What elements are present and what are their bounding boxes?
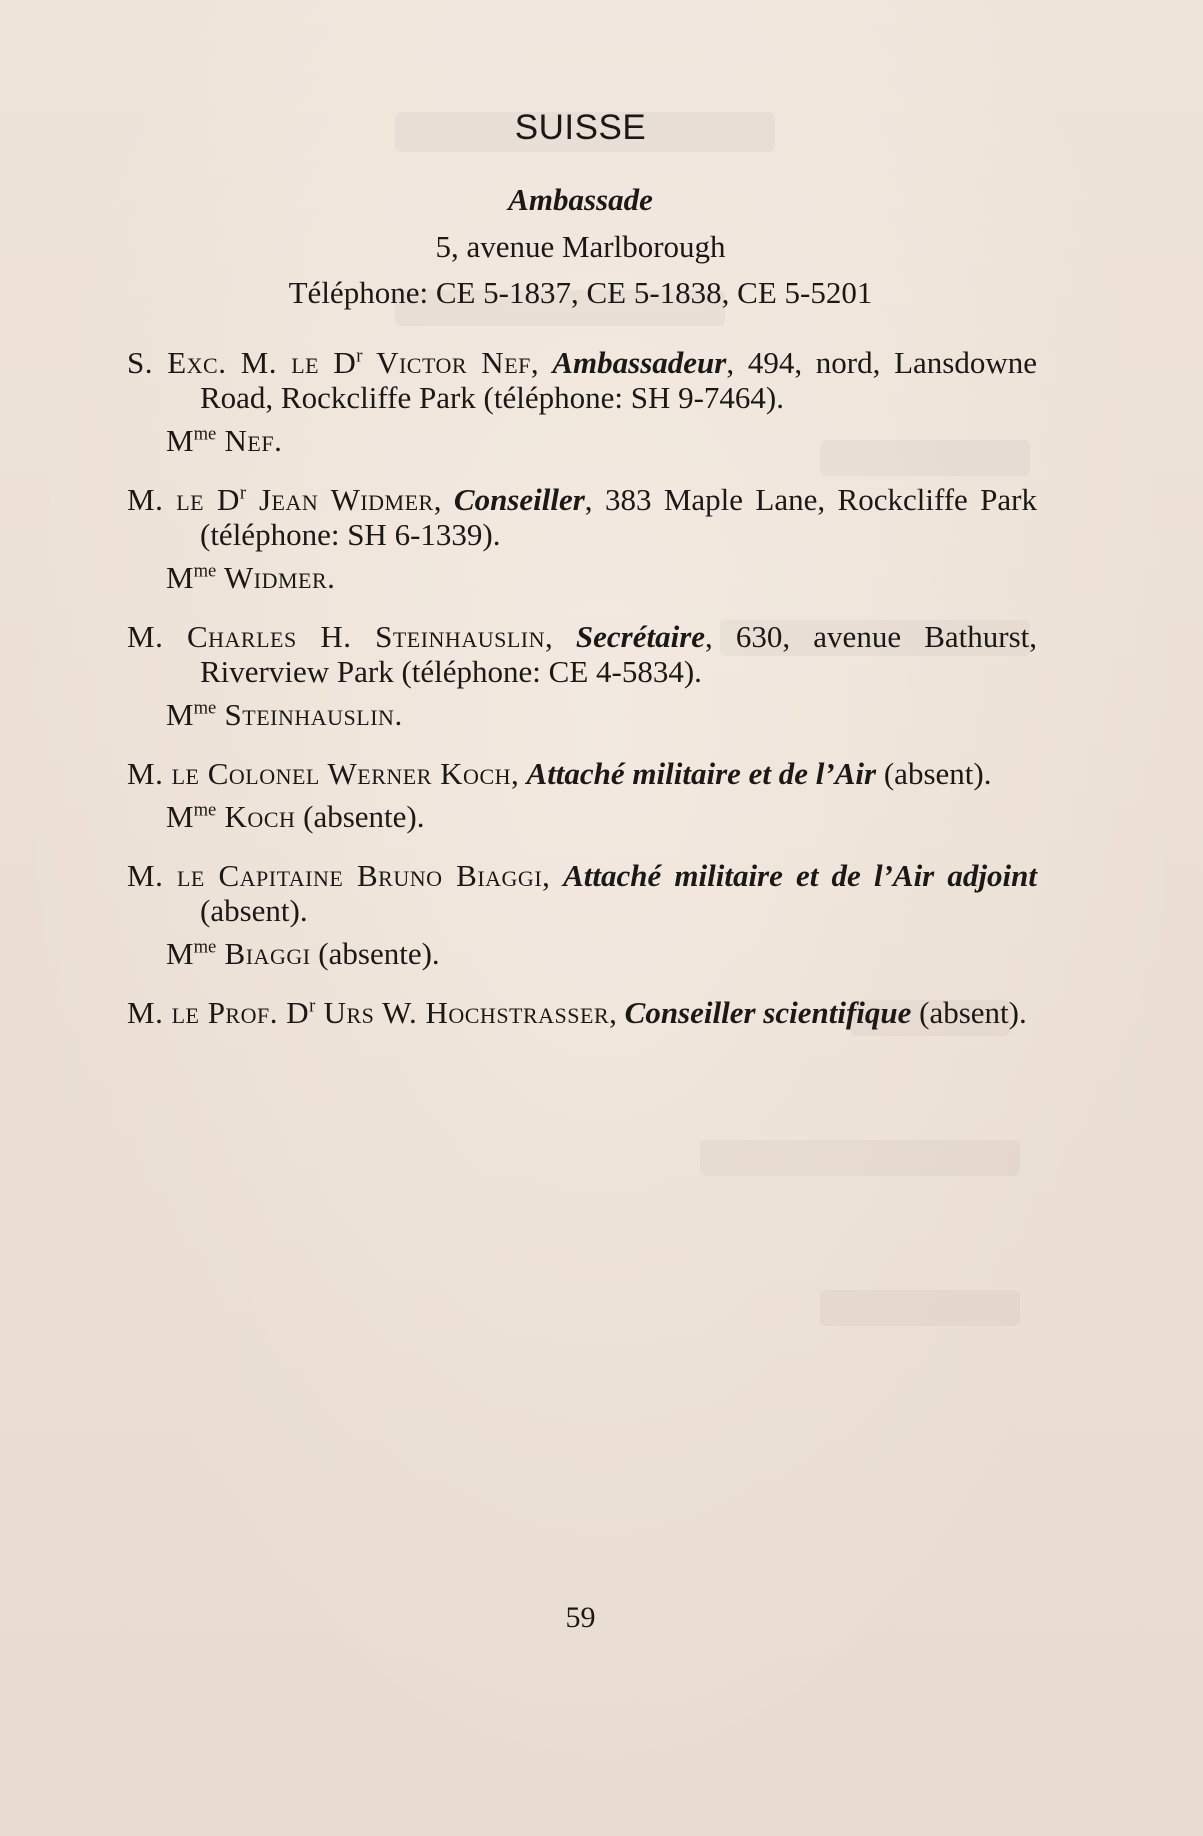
entry-prefix-sup: r — [356, 345, 363, 367]
entry-separator: , — [530, 345, 553, 380]
entry-details: (absent). — [911, 995, 1027, 1030]
spouse-name: Steinhauslin — [216, 697, 395, 732]
spouse-title-sup: me — [193, 560, 217, 582]
staff-entry — [127, 619, 1037, 732]
entry-details: , 494, nord, Lansdowne Road, Rockcliffe Park (téléphone: SH 9-7464). — [200, 345, 1037, 415]
staff-entry-main — [127, 756, 1037, 791]
staff-entry — [127, 858, 1037, 971]
country-title: SUISSE — [514, 108, 647, 147]
entry-details: (absent). — [876, 756, 992, 791]
entry-name: Urs W. Hochstrasser — [315, 995, 610, 1030]
spouse-line — [127, 560, 1037, 595]
spouse-tail: . — [327, 560, 335, 595]
entry-details: , 383 Maple Lane, Rockcliffe Park (téléphone: SH 6-1339). — [200, 482, 1038, 552]
spouse-name: Biaggi — [216, 936, 311, 971]
entry-prefix: M. le — [127, 756, 200, 791]
entry-prefix: M. le Prof. D — [127, 995, 310, 1030]
spouse-title-sup: me — [193, 936, 217, 958]
spouse-line — [127, 799, 1037, 834]
entry-name: Charles H. Steinhauslin — [163, 619, 545, 654]
entry-details: (absent). — [200, 893, 308, 928]
entry-separator: , — [609, 995, 625, 1030]
entry-separator: , — [511, 756, 527, 791]
staff-entry-main — [127, 482, 1037, 552]
spouse-title-sup: me — [193, 799, 217, 821]
spouse-name: Koch — [216, 799, 296, 834]
spouse-title-sup: me — [193, 423, 217, 445]
spouse-tail: (absente). — [295, 799, 425, 834]
staff-entry — [127, 482, 1037, 595]
embassy-phone: Téléphone: CE 5-1837, CE 5-1838, CE 5-5201 — [288, 275, 873, 310]
spouse-line — [127, 936, 1037, 971]
staff-list — [127, 345, 1037, 1054]
spouse-line — [127, 423, 1037, 458]
entry-role: Attaché militaire et de l’Air adjoint — [563, 858, 1037, 893]
embassy-address: 5, avenue Marlborough — [435, 229, 726, 264]
entry-separator: , — [433, 482, 454, 517]
spouse-name: Nef — [216, 423, 275, 458]
spouse-title: M — [166, 697, 194, 732]
entry-details: , 630, avenue Bathurst, Riverview Park (téléphone: CE 4-5834). — [200, 619, 1038, 689]
spouse-title: M — [166, 936, 194, 971]
spouse-title: M — [166, 560, 194, 595]
entry-role: Conseiller scientifique — [624, 995, 912, 1030]
entry-prefix: M. le D — [127, 482, 240, 517]
spouse-name: Widmer — [216, 560, 328, 595]
entry-role: Secrétaire — [575, 619, 706, 654]
spouse-tail: . — [394, 697, 403, 732]
staff-entry — [127, 345, 1037, 458]
entry-name: Colonel Werner Koch — [199, 756, 512, 791]
entry-role: Conseiller — [453, 482, 585, 517]
entry-prefix: S. Exc. M. le D — [127, 345, 357, 380]
entry-prefix: M. le — [127, 858, 205, 893]
entry-separator: , — [542, 858, 564, 893]
spouse-line — [127, 697, 1037, 732]
staff-entry-main — [127, 995, 1037, 1030]
staff-entry-main — [127, 858, 1037, 928]
spouse-tail: (absente). — [310, 936, 440, 971]
entry-role: Ambassadeur — [552, 345, 727, 380]
spouse-title-sup: me — [193, 697, 217, 719]
staff-entry — [127, 995, 1037, 1030]
staff-entry-main — [127, 619, 1037, 689]
staff-entry-main — [127, 345, 1037, 415]
staff-entry — [127, 756, 1037, 834]
entry-prefix: M. — [127, 619, 164, 654]
entry-name: Jean Widmer — [246, 482, 434, 517]
spouse-title: M — [166, 799, 194, 834]
entry-name: Victor Nef — [362, 345, 531, 380]
entry-prefix-sup: r — [309, 995, 316, 1017]
entry-role: Attaché militaire et de l’Air — [526, 756, 877, 791]
spouse-tail: . — [274, 423, 282, 458]
entry-name: Capitaine Bruno Biaggi — [204, 858, 543, 893]
section-subtitle: Ambassade — [508, 182, 653, 217]
spouse-title: M — [166, 423, 194, 458]
entry-prefix-sup: r — [239, 482, 247, 504]
page-number: 59 — [565, 1601, 596, 1634]
entry-separator: , — [545, 619, 576, 654]
